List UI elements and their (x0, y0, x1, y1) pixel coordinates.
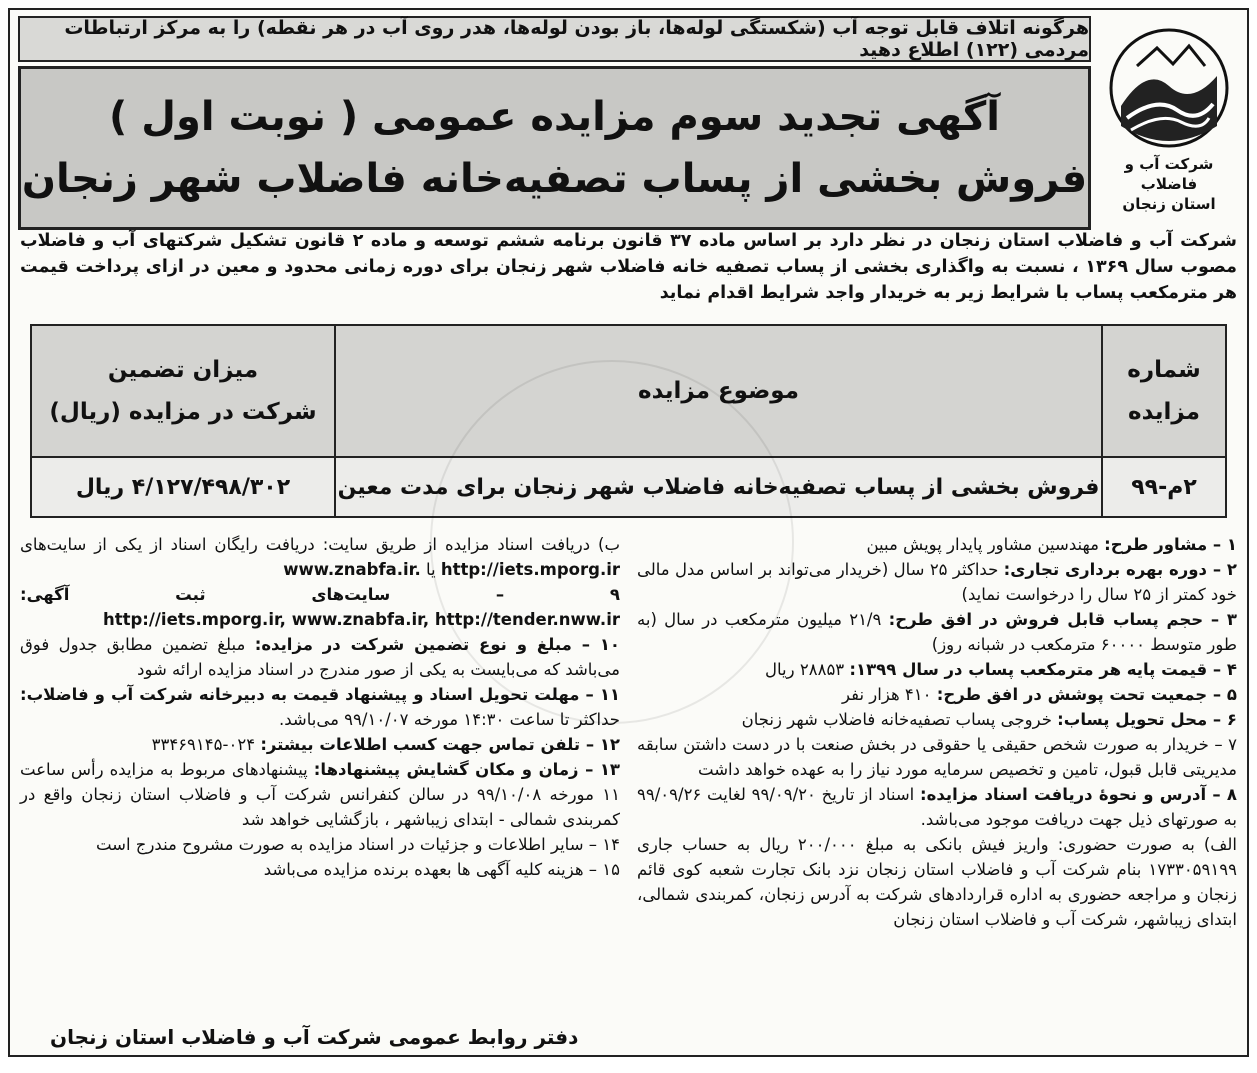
item-heading: ۲ – دوره بهره برداری تجاری: (1003, 560, 1237, 579)
item-text: ۱۵ – هزینه کلیه آگهی ها بعهده برنده مزایده می‌باشد (263, 860, 620, 879)
title-line1: آگهی تجدید سوم مزایده عمومی ( نوبت اول ) (109, 94, 1000, 140)
conditions-columns (20, 532, 1237, 1052)
list-item (637, 557, 1237, 607)
website-link: http://iets.mporg.ir, www.znabfa.ir, http://tender.nww.ir (102, 610, 620, 629)
title-line2: فروش بخشی از پساب تصفیه‌خانه فاضلاب شهر زنجان (21, 156, 1088, 202)
header-number-line1: شماره (1127, 357, 1201, 383)
website-link: www.znabfa.ir. (283, 560, 421, 579)
item-text: مهندسین مشاور پایدار پویش مبین (866, 535, 1105, 554)
header-amount (31, 325, 335, 457)
item-text: ۴۱۰ هزار نفر (842, 685, 937, 704)
item-heading: ۵ – جمعیت تحت پوشش در افق طرح: (936, 685, 1237, 704)
title-box (18, 66, 1091, 230)
item-heading: ۴ – قیمت پایه هر مترمکعب پساب در سال ۱۳۹۹: (849, 660, 1237, 679)
notice-banner (18, 16, 1091, 62)
item-heading: ۸ – آدرس و نحوهٔ دریافت اسناد مزایده: (920, 785, 1237, 804)
list-item (20, 832, 620, 857)
item-heading: ۱ – مشاور طرح: (1104, 535, 1237, 554)
header-subject: موضوع مزایده (335, 325, 1102, 457)
header-number (1102, 325, 1226, 457)
company-logo (1099, 18, 1239, 228)
header-amount-line1: میزان تضمین (107, 357, 259, 383)
item-heading: ۱۱ – مهلت تحویل اسناد و پیشنهاد قیمت به دبیرخانه شرکت آب و فاضلاب: (20, 685, 620, 704)
item-text: ۲۱/۹ میلیون مترمکعب در سال (به طور متوسط ۶۰۰۰۰ مترمکعب در شبانه روز) (637, 610, 1237, 654)
table-row (31, 457, 1226, 517)
cell-subject: فروش بخشی از پساب تصفیه‌خانه فاضلاب شهر زنجان برای مدت معین (335, 457, 1102, 517)
list-item (637, 707, 1237, 732)
list-item (20, 582, 620, 632)
footer-signature: دفتر روابط عمومی شرکت آب و فاضلاب استان زنجان (50, 1025, 579, 1049)
website-link: http://iets.mporg.ir (440, 560, 620, 579)
cell-number: ۲م-۹۹ (1102, 457, 1226, 517)
item-heading: ۱۳ – زمان و مکان گشایش پیشنهادها: (313, 760, 621, 779)
item-text: ب) دریافت اسناد مزایده از طریق سایت: دریافت رایگان اسناد از یکی از سایت‌های (20, 535, 620, 554)
list-item (20, 857, 620, 882)
list-item (637, 607, 1237, 657)
conditions-left-column (20, 532, 620, 882)
item-text: ۰۲۴-۳۳۴۶۹۱۴۵ (151, 735, 261, 754)
item-text: اسناد از تاریخ ۹۹/۰۹/۲۰ لغایت ۹۹/۰۹/۲۶ به صورتهای ذیل جهت دریافت موجود می‌باشد. (637, 785, 1237, 829)
item-text: ۲۸۸۵۳ ریال (765, 660, 850, 679)
auction-table (30, 324, 1227, 518)
item-text: ۷ – خریدار به صورت شخص حقیقی یا حقوقی در بخش صنعت با در دست داشتن سابقه مدیریتی قابل قبول، تامین و تخصیص سرمایه مورد نیاز را به عهده خواهد داشت (637, 735, 1237, 779)
list-item (637, 832, 1237, 932)
table-header-row (31, 325, 1226, 457)
item-text: حداکثر تا ساعت ۱۴:۳۰ مورخه ۹۹/۱۰/۰۷ می‌باشد. (278, 710, 620, 729)
item-text: مبلغ تضمین مطابق جدول فوق می‌باشد که می‌بایست به یکی از صور مندرج در اسناد مزایده ارائه شود (20, 635, 620, 679)
list-item (20, 757, 620, 832)
header-amount-line2: شرکت در مزایده (ریال) (49, 399, 317, 425)
item-text: الف) به صورت حضوری: واریز فیش بانکی به مبلغ ۲۰۰/۰۰۰ ریال به حساب جاری ۱۷۳۳۰۵۹۱۹۹ بنام شرکت آب و فاضلاب استان زنجان نزد بانک تجارت شعبه کوی قائم زنجان و مراجعه حضوری به اداره قراردادهای شرکت به آدرس زنجان، کمربندی شمالی، ابتدای زیباشهر، شرکت آب و فاضلاب استان زنجان (637, 835, 1237, 929)
list-item (20, 732, 620, 757)
water-company-logo-icon (1107, 26, 1231, 150)
logo-org-line1: شرکت آب و فاضلاب (1124, 155, 1214, 193)
item-text: ۱۴ – سایر اطلاعات و جزئیات در اسناد مزایده به صورت مشروح مندرج است (95, 835, 620, 854)
list-item (637, 657, 1237, 682)
conditions-right-column (637, 532, 1237, 932)
list-item (637, 532, 1237, 557)
list-item (637, 682, 1237, 707)
item-heading: ۶ – محل تحویل پساب: (1057, 710, 1237, 729)
item-heading: ۳ – حجم پساب قابل فروش در افق طرح: (888, 610, 1237, 629)
item-text: یا (420, 560, 441, 579)
list-item (637, 782, 1237, 832)
list-item (20, 532, 620, 582)
list-item (20, 632, 620, 682)
logo-org-line2: استان زنجان (1122, 195, 1216, 213)
item-text: پیشنهادهای مربوط به مزایده رأس ساعت ۱۱ مورخه ۹۹/۱۰/۰۸ در سالن کنفرانس شرکت آب و فاضلاب استان زنجان واقع در کمربندی شمالی - ابتدای زیباشهر ، بازگشایی خواهد شد (20, 760, 620, 829)
item-text: حداکثر ۲۵ سال (خریدار می‌تواند بر اساس مدل مالی خود کمتر از ۲۵ سال را درخواست نماید) (637, 560, 1237, 604)
cell-amount: ۴/۱۲۷/۴۹۸/۳۰۲ ریال (31, 457, 335, 517)
list-item (20, 682, 620, 732)
advertisement-page (8, 8, 1249, 1057)
item-heading: ۹ – سایت‌های ثبت آگهی: (20, 585, 620, 604)
logo-org-name (1099, 154, 1239, 214)
notice-banner-text: هرگونه اتلاف قابل توجه آب (شکستگی لوله‌ها، باز بودن لوله‌ها، هدر روی آب در هر نقطه) را به مرکز ارتباطات مردمی (۱۲۲) اطلاع دهید (64, 17, 1089, 61)
header-number-line2: مزایده (1128, 399, 1200, 425)
item-text: خروجی پساب تصفیه‌خانه فاضلاب شهر زنجان (741, 710, 1058, 729)
intro-paragraph: شرکت آب و فاضلاب استان زنجان در نظر دارد بر اساس ماده ۳۷ قانون برنامه ششم توسعه و ماده ۲ قانون تشکیل شرکتهای آب و فاضلاب مصوب سال ۱۳۶۹ ، نسبت به واگذاری بخشی از پساب تصفیه خانه فاضلاب شهر زنجان برای دوره زمانی محدود و معین در ازای پرداخت قیمت هر مترمکعب پساب با شرایط زیر به خریدار واجد شرایط اقدام نماید (20, 231, 1238, 303)
list-item (637, 732, 1237, 782)
item-heading: ۱۲ – تلفن تماس جهت کسب اطلاعات بیشتر: (260, 735, 620, 754)
item-heading: ۱۰ – مبلغ و نوع تضمین شرکت در مزایده: (254, 635, 620, 654)
